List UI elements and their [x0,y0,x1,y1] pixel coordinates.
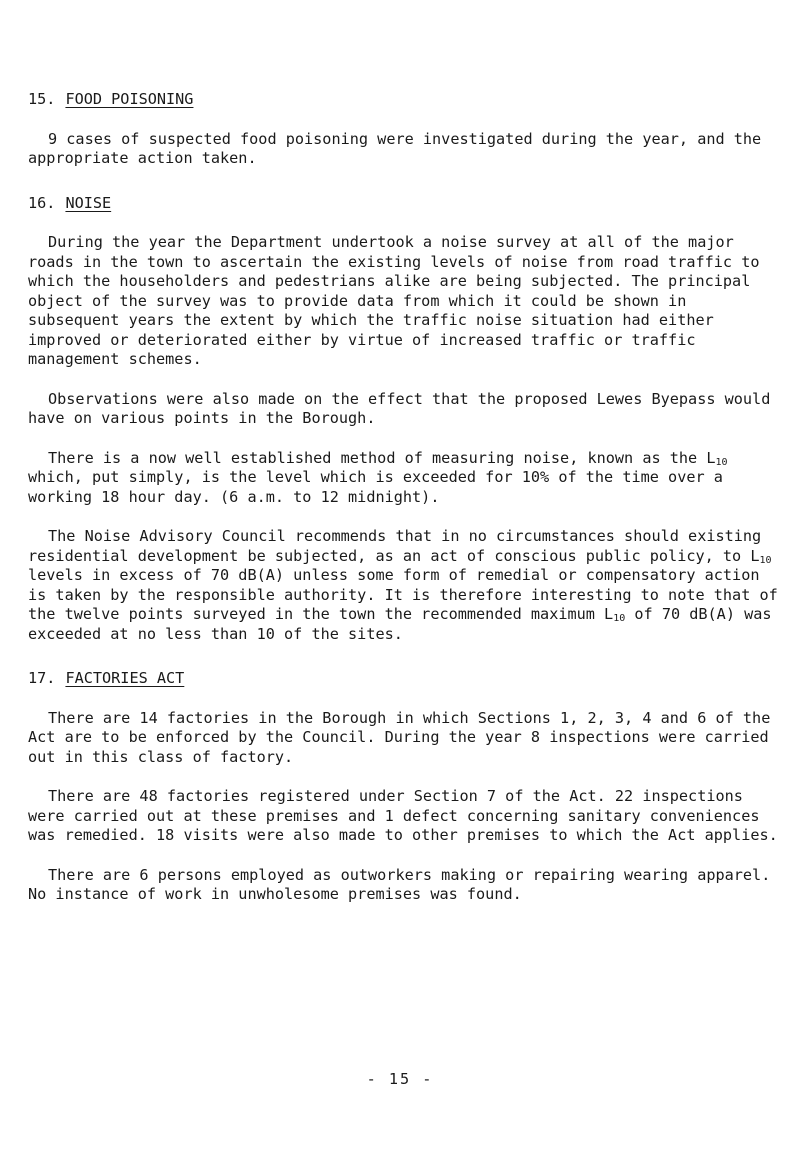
section-heading [28,90,780,110]
page-number: - 15 - [366,1070,434,1088]
section-heading [28,194,780,214]
section-number: 17. [28,669,56,687]
paragraph: There are 14 factories in the Borough in which Sections 1, 2, 3, 4 and 6 of the Act are to be enforced by the Council. During the year 8 inspections were carried out in this class of factory. [28,708,771,766]
paragraph: 9 cases of suspected food poisoning were investigated during the year, and the appropriate action taken. [28,129,762,167]
section-title: FACTORIES ACT [65,669,185,687]
section-factories-act [28,669,780,905]
section-food-poisoning [28,90,780,169]
section-title: NOISE [65,193,112,212]
document-page [28,90,780,905]
paragraph: During the year the Department undertook a noise survey at all of the major roads in the town to ascertain the existing levels of noise from road traffic to which the householders and pedestrians alike are being subjected. The principal object of the survey was to provide data from which it could be shown in subsequent years the extent by which the traffic noise situation had either improved or deteriorated either by virtue of increased traffic or traffic management schemes. [28,233,760,368]
section-number: 16. [28,193,56,212]
section-heading [28,669,780,689]
paragraph: The Noise Advisory Council recommends that in no circumstances should existing residential development be subjected, as an act of conscious public policy, to $L_{10}$ levels in excess of 70 dB(A) unless some form of remedial or compensatory action is taken by the responsible authority. It is therefore interesting to note that of the twelve points surveyed in the town the recommended maximum $L_{10}$ of 70 dB(A) was exceeded at no less than 10 of the sites. [28,527,778,643]
paragraph: There are 48 factories registered under Section 7 of the Act. 22 inspections were carried out at these premises and 1 defect concerning sanitary conveniences was remedied. 18 visits were also made to other premises to which the Act applies. [28,787,778,844]
paragraph: There is a now well established method of measuring noise, known as the $L_{10}$ which, put simply, is the level which is exceeded for 10% of the time over a working 18 hour day. (6 a.m. to 12 midnight). [28,448,728,506]
section-noise [28,194,780,645]
section-number: 15. [28,90,56,108]
paragraph: Observations were also made on the effect that the proposed Lewes Byepass would have on various points in the Borough. [28,389,771,427]
paragraph: There are 6 persons employed as outworkers making or repairing wearing apparel. No instance of work in unwholesome premises was found. [28,865,771,903]
section-title: FOOD POISONING [65,90,194,108]
